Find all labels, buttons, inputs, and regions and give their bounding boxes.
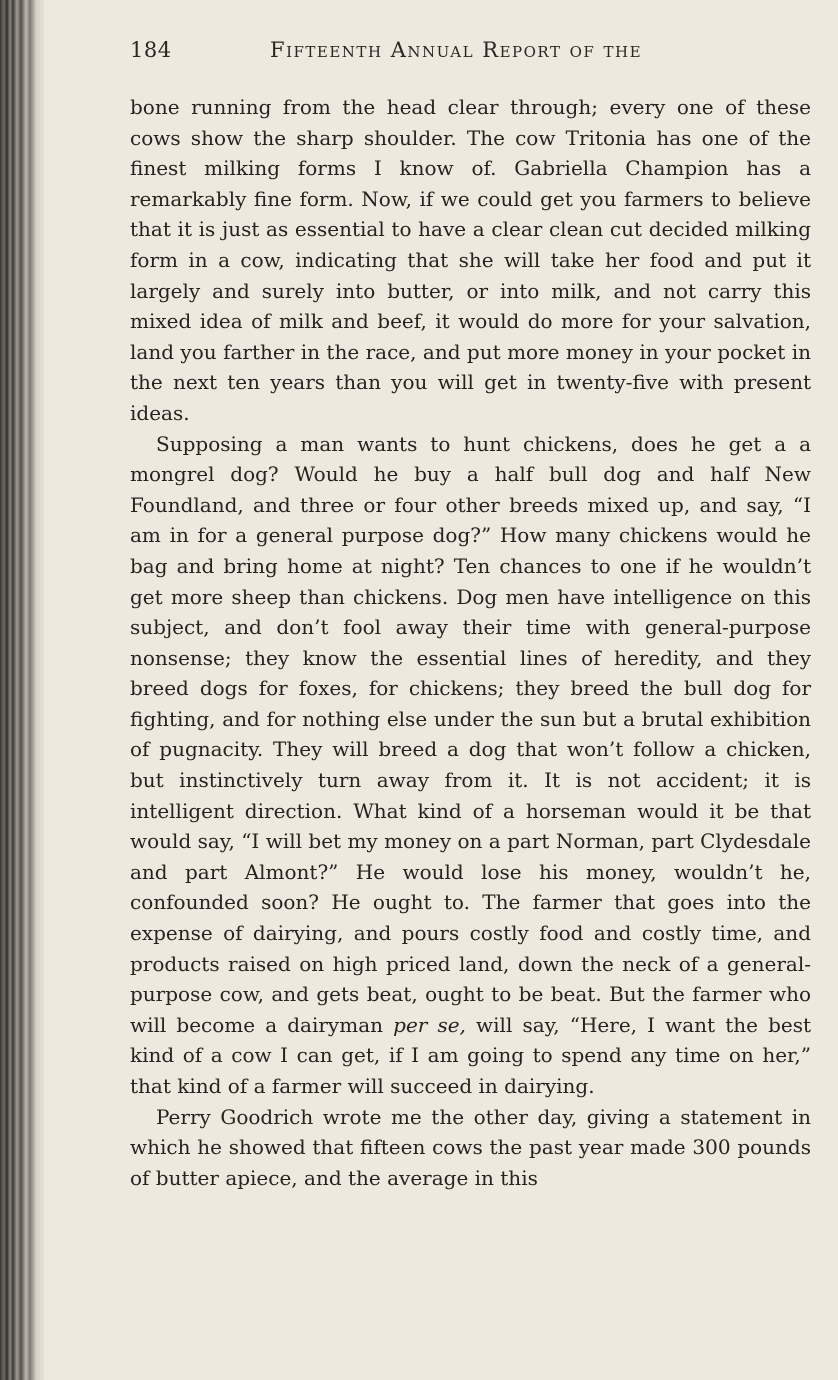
paragraph-1: bone running from the head clear through; every one of these cows show the sharp shoulder. The cow Tritonia has one of the finest milking forms I know of. Gabriella Champion has a remarkably fine form. Now, if we could get you farmers to believe that it is just as essential to have a clear clean cut decided milking form in a cow, indicating that she will take her food and put it largely and surely into butter, or into milk, and not carry this mixed idea of milk and beef, it would do more for your salvation, land you farther in the race, and put more money in your pocket in the next ten years than you will get in twenty-five with present ideas. <box>130 95 811 425</box>
paragraph-2-text-after: will say, “Here, I want the best kind of a cow I can get, if I am going to spend any time on her,” that kind of a farmer will succeed in dairying. <box>130 1012 812 1098</box>
paragraph-2-text-before: Supposing a man wants to hunt chickens, does he get a a mongrel dog? Would he buy a half bull dog and half New Foundland, and three or four other breeds mixed up, and say, “I am in for a general purpose dog?” How many chickens would he bag and bring home at night? Ten chances to one if he wouldn’t get more sheep than chickens. Dog men have intelligence on this subject, and don’t fool away their time with general-purpose nonsense; they know the essential lines of heredity, and they breed dogs for foxes, for chickens; they breed the bull dog for fighting, and for nothing else under the sun but a brutal exhibition of pugnacity. They will breed a dog that won’t follow a chicken, but instinctively turn away from it. It is not accident; it is intelligent direction. What kind of a horseman would it be that would say, “I will bet my money on a part Norman, part Clydesdale and part Almont?” He would lose his money, wouldn’t he, confounded soon? He ought to. The farmer that goes into the expense of dairying, and pours costly food and costly time, and products raised on high priced land, down the neck of a general-purpose cow, and gets beat, ought to be beat. But the farmer who will become a dairyman <box>130 431 811 1037</box>
paragraph-2-italic: per se, <box>393 1012 466 1037</box>
page-header <box>130 38 810 68</box>
page-number: 184 <box>130 38 172 62</box>
running-head: Fifteenth Annual Report of the <box>270 38 643 62</box>
paragraph-3: Perry Goodrich wrote me the other day, giving a statement in which he showed that fifteen cows the past year made 300 pounds of butter apiece, and the average in this <box>130 1104 811 1190</box>
book-binding-edge <box>0 0 44 1380</box>
body-text <box>130 92 811 1193</box>
paragraph-2 <box>130 429 811 1102</box>
